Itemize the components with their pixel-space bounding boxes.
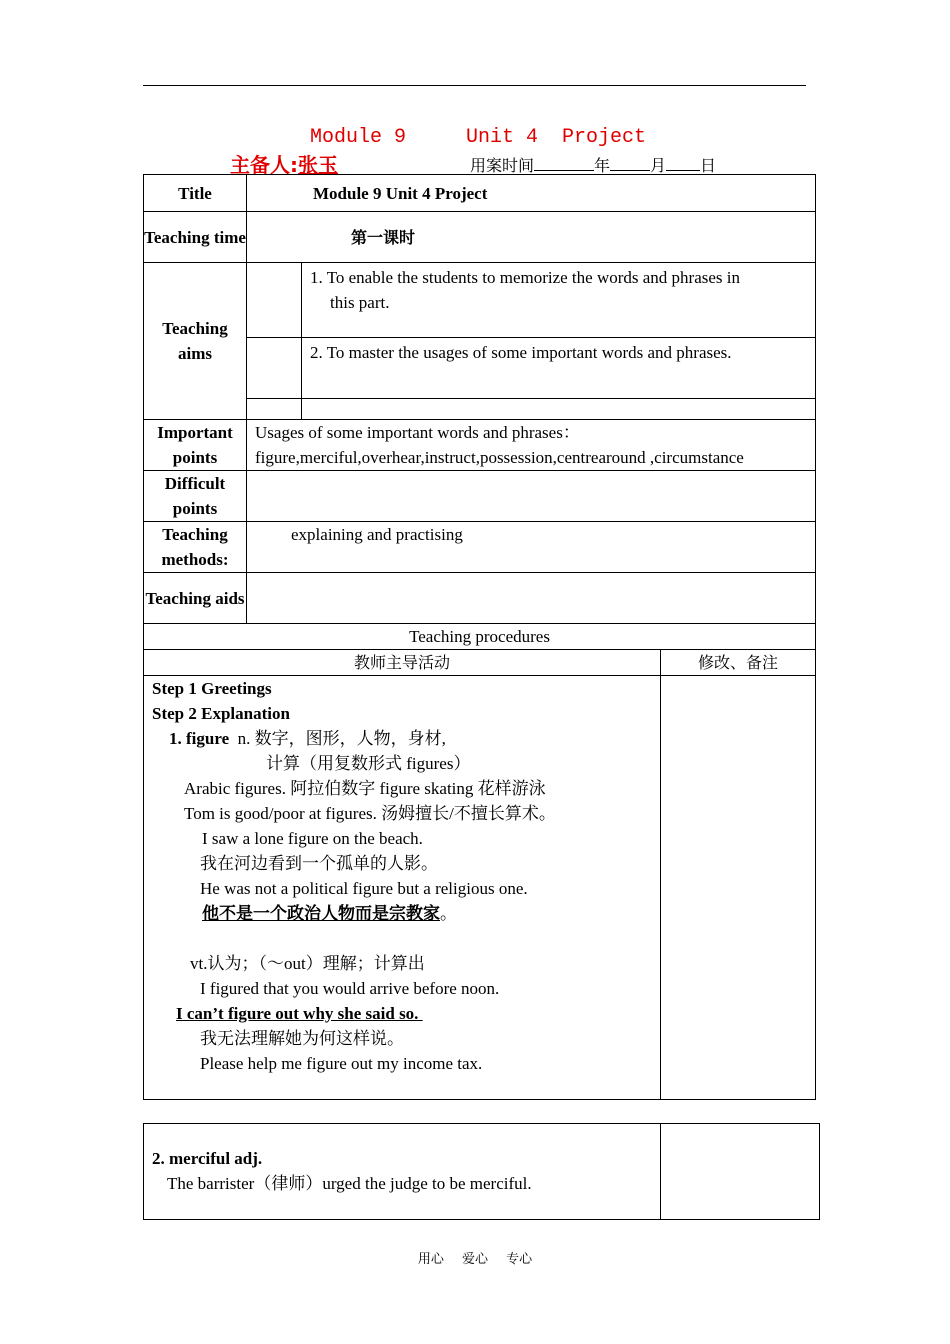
difficult-points-value [247, 471, 816, 522]
example-8: The barrister（律师）urged the judge to be merciful. [167, 1174, 532, 1193]
month-blank [610, 156, 650, 171]
example-6-translation: 我无法理解她为何这样说。 [200, 1029, 404, 1048]
title-label: Title [144, 175, 247, 212]
month-label: 月 [650, 156, 667, 175]
example-3: I saw a lone figure on the beach. [202, 829, 423, 848]
year-label: 年 [594, 156, 611, 175]
notes-cell-2 [661, 1124, 820, 1220]
teaching-procedures-header: Teaching procedures [144, 624, 816, 650]
lesson-plan-table [143, 174, 816, 1100]
aim-2: 2. To master the usages of some important words and phrases. [302, 338, 816, 399]
day-blank [666, 156, 700, 171]
figure-noun-line [152, 726, 660, 751]
figure-noun-def: n. 数字，图形，人物，身材, [237, 729, 446, 748]
aims-blank-cell-4 [302, 399, 816, 420]
notes-header: 修改、备注 [661, 650, 816, 676]
figure-verb-def: vt.认为；（～out）理解；计算出 [190, 954, 425, 973]
teaching-aids-label: Teaching aids [144, 573, 247, 624]
example-4: He was not a political figure but a religious one. [200, 879, 528, 898]
difficult-points-label: Difficult points [144, 471, 247, 522]
aims-blank-cell-1 [247, 263, 302, 338]
example-6: I can’t figure out why she said so. [176, 1004, 423, 1023]
example-5: I figured that you would arrive before noon. [200, 979, 500, 998]
example-2: Tom is good/poor at figures. 汤姆擅长/不擅长算术。 [184, 804, 556, 823]
figure-noun-def-2: 计算（用复数形式 figures） [266, 754, 471, 773]
teaching-methods-label: Teaching methods: [144, 522, 247, 573]
continuation-table [143, 1123, 820, 1220]
step-2: Step 2 Explanation [152, 704, 290, 723]
notes-cell [661, 676, 816, 1100]
important-points-line-1: Usages of some important words and phrases： [255, 423, 580, 442]
merciful-entry [144, 1124, 661, 1220]
important-points-line-2: figure,merciful,overhear,instruct,possession,centrearound ,circumstance [255, 448, 744, 467]
procedure-content [144, 676, 661, 1100]
teaching-time-value: 第一课时 [247, 212, 816, 263]
aims-blank-cell-2 [247, 338, 302, 399]
blank-line [152, 926, 660, 951]
example-4-translation [152, 901, 660, 926]
preparer-name: 张玉 [298, 153, 338, 177]
title-value: Module 9 Unit 4 Project [247, 175, 816, 212]
aims-blank-cell-3 [247, 399, 302, 420]
use-time [470, 153, 716, 176]
example-4-translation-end: 。 [440, 904, 457, 923]
teaching-methods-value: explaining and practising [247, 522, 816, 573]
preparer-label: 主备人: [230, 153, 298, 177]
teaching-aids-value [247, 573, 816, 624]
use-time-label: 用案时间 [470, 156, 535, 175]
example-3-translation: 我在河边看到一个孤单的人影。 [200, 854, 438, 873]
teaching-time-label: Teaching time [144, 212, 247, 263]
day-label: 日 [700, 156, 717, 175]
important-points-label: Important points [144, 420, 247, 471]
example-1: Arabic figures. 阿拉伯数字 figure skating 花样游泳 [184, 779, 546, 798]
example-7: Please help me figure out my income tax. [200, 1054, 483, 1073]
merciful-heading: 2. merciful adj. [152, 1149, 263, 1168]
footer: 用心 爱心 专心 [417, 1252, 533, 1267]
example-4-translation-text: 他不是一个政治人物而是宗教家 [202, 904, 440, 923]
document-title: Module 9 Unit 4 Project [310, 126, 647, 149]
step-1: Step 1 Greetings [152, 679, 272, 698]
aim-1-line-1: 1. To enable the students to memorize the words and phrases in [310, 268, 741, 287]
figure-heading: 1. figure [169, 729, 230, 748]
teacher-activities-header: 教师主导活动 [144, 650, 661, 676]
year-blank [534, 156, 594, 171]
aim-1-line-2: this part. [330, 293, 390, 312]
header-rule [143, 85, 806, 86]
teaching-aims-label: Teaching aims [144, 263, 247, 420]
important-points-value [247, 420, 816, 471]
aim-1 [302, 263, 816, 338]
